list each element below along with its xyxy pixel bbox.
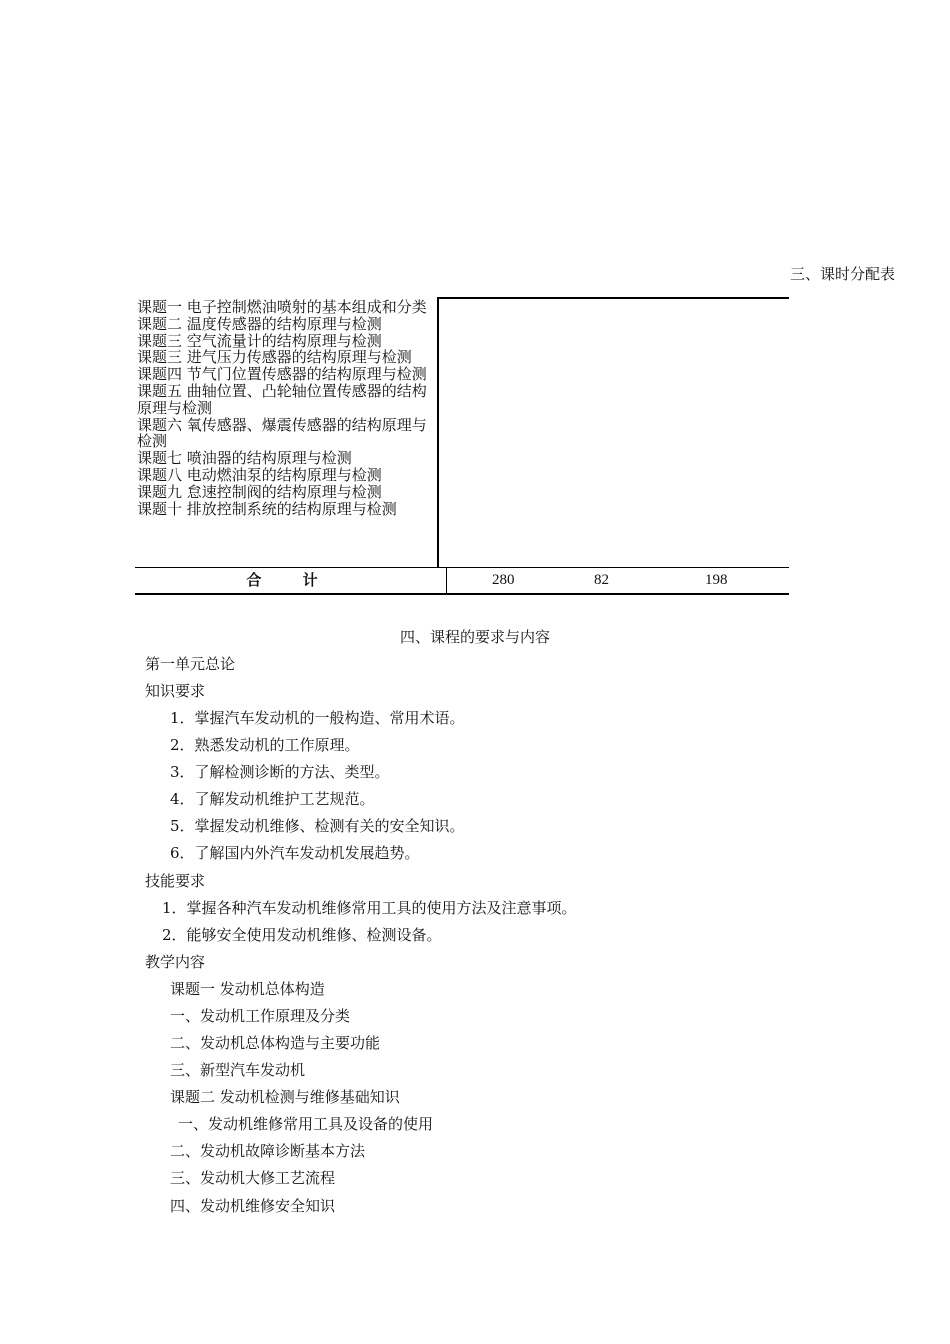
list-item: 三、新型汽车发动机	[170, 1061, 306, 1079]
total-practice-hours: 198	[705, 572, 728, 588]
topic-row: 课题五 曲轴位置、凸轮轴位置传感器的结构原理与检测	[137, 381, 427, 417]
list-item: 3．了解检测诊断的方法、类型。	[170, 763, 390, 781]
unit-heading: 第一单元总论	[145, 655, 236, 673]
topic-row: 课题三 空气流量计的结构原理与检测	[137, 331, 382, 350]
topic-row: 课题十 排放控制系统的结构原理与检测	[137, 499, 397, 518]
skill-heading: 技能要求	[145, 872, 206, 890]
knowledge-heading: 知识要求	[145, 682, 206, 700]
list-item: 4．了解发动机维护工艺规范。	[170, 790, 375, 808]
list-item: 5．掌握发动机维修、检测有关的安全知识。	[170, 817, 465, 835]
hours-allocation-table	[135, 297, 789, 595]
lesson-title: 课题二 发动机检测与维修基础知识	[170, 1088, 400, 1106]
table-divider	[437, 297, 439, 568]
topic-row: 课题八 电动燃油泵的结构原理与检测	[137, 465, 382, 484]
list-item: 一、发动机工作原理及分类	[170, 1007, 351, 1025]
list-item: 1．掌握汽车发动机的一般构造、常用术语。	[170, 709, 465, 727]
list-item: 2．能够安全使用发动机维修、检测设备。	[162, 926, 442, 944]
list-item: 二、发动机故障诊断基本方法	[170, 1142, 366, 1160]
total-hours: 280	[492, 572, 515, 588]
list-item: 2．熟悉发动机的工作原理。	[170, 736, 360, 754]
list-item: 一、发动机维修常用工具及设备的使用	[178, 1115, 434, 1133]
topic-row: 课题九 怠速控制阀的结构原理与检测	[137, 482, 382, 501]
list-item: 6．了解国内外汽车发动机发展趋势。	[170, 844, 420, 862]
lesson-title: 课题一 发动机总体构造	[170, 980, 325, 998]
section-title: 四、课程的要求与内容	[399, 628, 550, 646]
list-item: 二、发动机总体构造与主要功能	[170, 1034, 381, 1052]
topic-row: 课题二 温度传感器的结构原理与检测	[137, 314, 382, 333]
topic-row: 课题四 节气门位置传感器的结构原理与检测	[137, 365, 427, 384]
table-top-rule	[438, 297, 789, 299]
teaching-heading: 教学内容	[145, 953, 206, 971]
section-title: 三、课时分配表	[789, 265, 895, 283]
topic-row: 课题三 进气压力传感器的结构原理与检测	[137, 348, 412, 367]
list-item: 1．掌握各种汽车发动机维修常用工具的使用方法及注意事项。	[162, 899, 577, 917]
list-item: 三、发动机大修工艺流程	[170, 1169, 336, 1187]
topic-row: 课题七 喷油器的结构原理与检测	[137, 449, 352, 468]
total-label: 合 计	[246, 571, 336, 589]
total-theory-hours: 82	[594, 572, 609, 588]
topic-row: 课题一 电子控制燃油喷射的基本组成和分类	[137, 298, 427, 316]
table-bottom-rule	[135, 593, 789, 595]
topic-row: 课题六 氧传感器、爆震传感器的结构原理与检测	[137, 415, 427, 451]
table-total-rule	[135, 567, 789, 568]
list-item: 四、发动机维修安全知识	[170, 1197, 336, 1215]
